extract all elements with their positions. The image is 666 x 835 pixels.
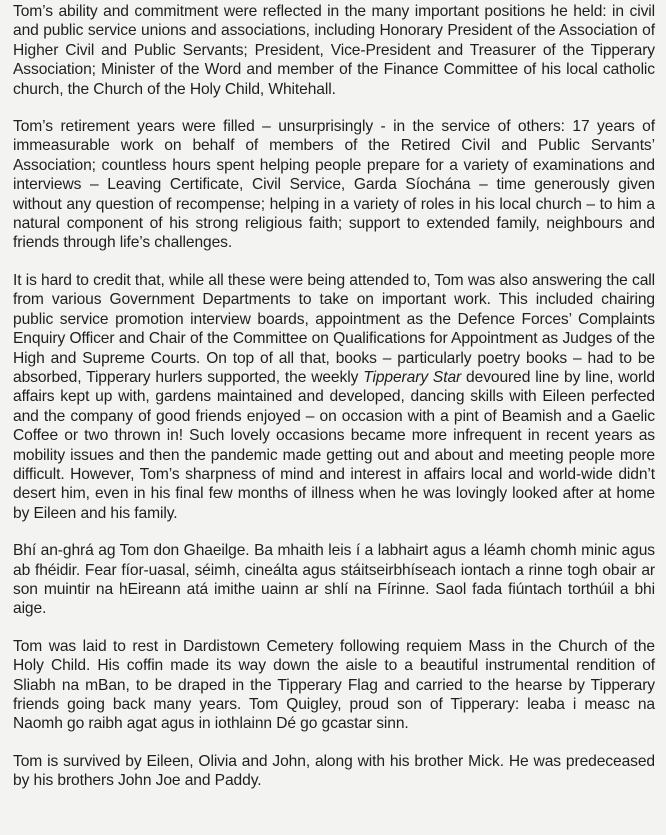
paragraph-retirement: Tom’s retirement years were filled – unsurprisingly - in the service of others: 17 years of immeasurable work on behalf of members of the Retired Civil and Public Servants’ Association; countless hours spent helping people prepare for a variety of examinations and interviews – Leaving Certificate, Civil Service, Garda Síochána – time generously given without any question of recompense; helping in a variety of roles in his local church – to him a natural component of his strong religious faith; support to extended family, neighbours and friends through life’s challenges. xyxy=(13,118,655,252)
paragraph-text-part: devoured line by line, world affairs kept up with, gardens maintained and developed, dancing skills with Eileen perfected and the company of good friends enjoyed – on occasion with a pint of Beamish and a Gaelic Coffee or two thrown in! Such lovely occasions became more infrequent in recent years as mobility issues and then the pandemic made getting out and about and meeting people more difficult. However, Tom’s sharpness of mind and interest in affairs local and world-wide didn’t desert him, even in his final few months of illness when he was lovingly looked after at home by Eileen and his family. xyxy=(13,368,655,522)
paragraph-gap xyxy=(13,734,655,752)
paragraph-funeral: Tom was laid to rest in Dardistown Cemetery following requiem Mass in the Church of the Holy Child. His coffin made its way down the aisle to a beautiful instrumental rendition of Sliabh na mBan, to be draped in the Tipperary Flag and carried to the hearse by Tipperary friends going back many years. Tom Quigley, proud son of Tipperary: leaba i measc na Naomh go raibh agat agus in iothlainn Dé go gcastar sinn. xyxy=(13,637,655,733)
paragraph-survived-by: Tom is survived by Eileen, Olivia and John, along with his brother Mick. He was predeceased by his brothers John Joe and Paddy. xyxy=(13,752,655,790)
paragraph-gap xyxy=(13,523,655,541)
paragraph-positions-held: Tom’s ability and commitment were reflected in the many important positions he held: in civil and public service unions and associations, including Honorary President of the Association of Higher Civil and Public Servants; President, Vice-President and Treasurer of the Tipperary Association; Minister of the Word and member of the Finance Committee of his local catholic church, the Church of the Holy Child, Whitehall. xyxy=(13,3,655,98)
paragraph-irish-language: Bhí an-ghrá ag Tom don Ghaeilge. Ba mhaith leis í a labhairt agus a léamh chomh minic agus ab fhéidir. Fear fíor-uasal, séimh, cineálta agus stáitseirbhíseach iontach a rinne togh obair ar son muintir na hEireann atá imithe uainn ar shlí na Fírinne. Saol fada fiúntach torthúil a bhi aige. xyxy=(13,542,655,618)
paragraph-text-part: It is hard to credit that, while all these were being attended to, Tom was also answering the call from various Government Departments to take on important work. This included chairing public service promotion interview boards, appointment as the Defence Forces’ Complaints Enquiry Officer and Chair of the Committee on Qualifications for Appointment as Judges of the High and Supreme Courts. On top of all that, books – particularly poetry books – had to be absorbed, Tipperary hurlers supported, the weekly xyxy=(13,271,655,386)
newspaper-title: Tipperary Star xyxy=(363,368,462,386)
paragraph-gap xyxy=(13,99,655,117)
paragraph-government-work xyxy=(13,271,655,523)
paragraph-gap xyxy=(13,253,655,271)
paragraph-gap xyxy=(13,619,655,637)
